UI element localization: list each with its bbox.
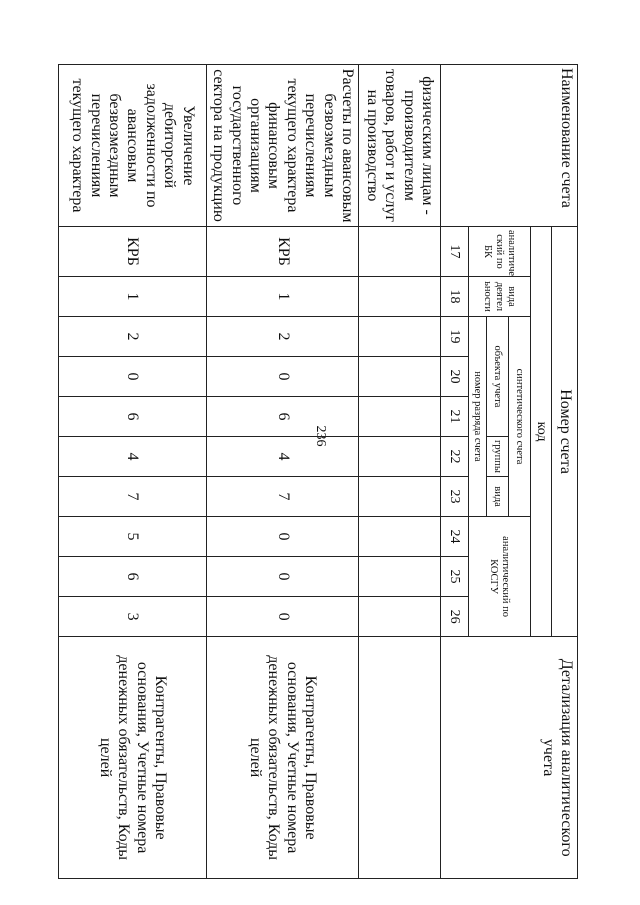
header-account-number: Номер счета — [552, 227, 578, 637]
account-name-cell: физическим лицам - производителям товаров, работ и услуг на производство — [358, 65, 440, 227]
page-number: 236 — [313, 425, 328, 447]
value-cell — [358, 597, 440, 637]
value-cell: 6 — [58, 397, 206, 437]
value-cell: 0 — [206, 517, 358, 557]
header-detail: Детализация аналитического учета — [440, 637, 577, 879]
value-cell — [358, 357, 440, 397]
header-analytical-kosgu: аналитический по КОСГУ — [468, 517, 530, 637]
digit-number-cell: 22 — [440, 437, 468, 477]
account-name-cell: Увеличение дебиторской задолженности по авансовым безвозмездным перечислениям текущего характера — [58, 65, 206, 227]
value-cell: 4 — [58, 437, 206, 477]
digit-number-cell: 25 — [440, 557, 468, 597]
value-cell: 0 — [206, 597, 358, 637]
value-cell: 2 — [58, 317, 206, 357]
value-cell — [358, 517, 440, 557]
header-code: код — [530, 227, 551, 637]
table-row — [58, 65, 206, 879]
header-kind: вида — [486, 477, 508, 517]
value-cell — [358, 437, 440, 477]
value-cell: 0 — [206, 357, 358, 397]
value-cell — [358, 317, 440, 357]
value-cell — [358, 227, 440, 277]
table-row — [206, 65, 358, 879]
value-cell: 7 — [58, 477, 206, 517]
value-cell — [358, 557, 440, 597]
table-row — [358, 65, 440, 879]
digit-number-cell: 19 — [440, 317, 468, 357]
value-cell: 3 — [58, 597, 206, 637]
header-synthetic: синтетического счета — [508, 317, 530, 517]
value-cell: 6 — [58, 557, 206, 597]
value-cell: КРБ — [206, 227, 358, 277]
value-cell: 1 — [206, 277, 358, 317]
digit-number-cell: 26 — [440, 597, 468, 637]
digit-number-cell: 17 — [440, 227, 468, 277]
value-cell: КРБ — [58, 227, 206, 277]
accounts-table — [58, 64, 578, 879]
digit-number-cell: 20 — [440, 357, 468, 397]
value-cell: 0 — [58, 357, 206, 397]
value-cell: 7 — [206, 477, 358, 517]
value-cell — [358, 477, 440, 517]
account-name-cell: Расчеты по авансовым безвозмездным перечислениям текущего характера финансовым организациям государственного сектора на продукцию — [206, 65, 358, 227]
value-cell: 6 — [206, 397, 358, 437]
digit-number-cell: 24 — [440, 517, 468, 557]
value-cell: 4 — [206, 437, 358, 477]
value-cell: 2 — [206, 317, 358, 357]
detail-cell — [358, 637, 440, 879]
detail-cell: Контрагенты, Правовые основания, Учетные номера денежных обязательств, Коды целей — [58, 637, 206, 879]
header-account-object: объекта учета — [486, 317, 508, 437]
value-cell: 5 — [58, 517, 206, 557]
digit-number-cell: 21 — [440, 397, 468, 437]
value-cell — [358, 397, 440, 437]
value-cell: 0 — [206, 557, 358, 597]
header-account-name: Наименование счета — [440, 65, 577, 227]
value-cell — [358, 277, 440, 317]
detail-cell: Контрагенты, Правовые основания, Учетные номера денежных обязательств, Коды целей — [206, 637, 358, 879]
digit-number-cell: 18 — [440, 277, 468, 317]
header-activity-type: вида деятел ьности — [468, 277, 530, 317]
account-table-page — [64, 64, 578, 878]
header-analytical-bk: аналитиче ский по БК — [468, 227, 530, 277]
header-group: группы — [486, 437, 508, 477]
header-digit-number: номер разряда счета — [468, 317, 486, 517]
digit-number-cell: 23 — [440, 477, 468, 517]
value-cell: 1 — [58, 277, 206, 317]
